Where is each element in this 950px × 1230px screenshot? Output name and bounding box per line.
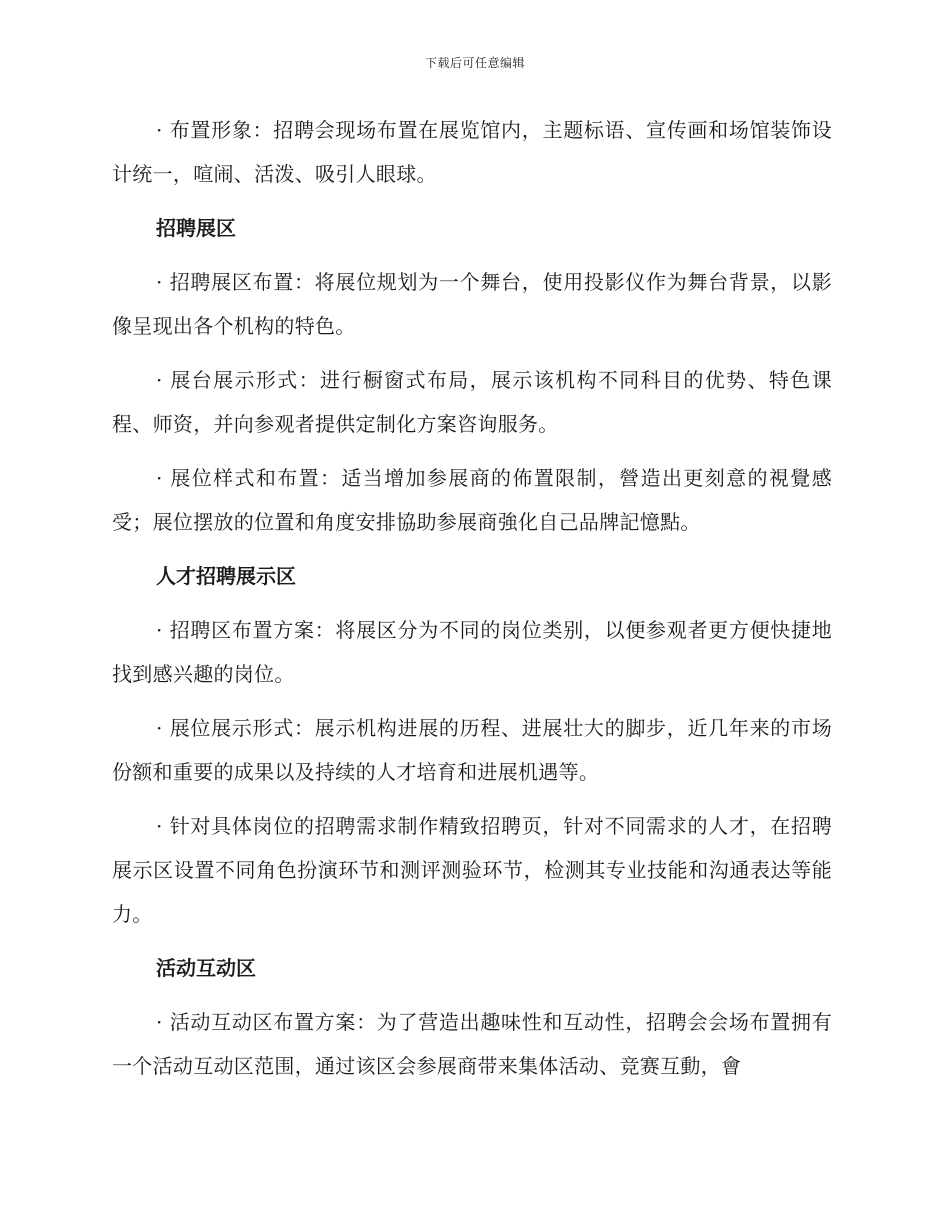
document-body xyxy=(112,108,832,1098)
paragraph-booth-showcase: · 展位展示形式：展示机构进展的历程、进展壮大的脚步，近几年来的市场份额和重要的成果以及持续的人才培育和进展机遇等。 xyxy=(112,716,832,784)
paragraph-job-specific-pages: · 针对具体岗位的招聘需求制作精致招聘页，针对不同需求的人才，在招聘展示区设置不同角色扮演环节和测评测验环节，检测其专业技能和沟通表达等能力。 xyxy=(112,814,832,926)
paragraph-activity-area-plan: · 活动互动区布置方案：为了营造出趣味性和互动性，招聘会会场布置拥有一个活动互动区范围，通过该区会参展商带来集体活动、竞赛互動，會 xyxy=(112,1010,832,1078)
paragraph-booth-display-form: · 展台展示形式：进行橱窗式布局，展示该机构不同科目的优势、特色课程、师资，并向参观者提供定制化方案咨询服务。 xyxy=(112,368,832,436)
section-heading-recruitment-exhibition: 招聘展区 xyxy=(156,216,236,240)
section-heading-activity-interaction: 活动互动区 xyxy=(156,956,256,980)
paragraph-booth-style: · 展位样式和布置：适当增加参展商的佈置限制，營造出更刻意的視覺感受；展位摆放的位置和角度安排協助参展商強化自己品牌記憶點。 xyxy=(112,466,832,534)
paragraph-layout-image: · 布置形象：招聘会现场布置在展览馆内，主题标语、宣传画和场馆装饰设计统一，喧闹、活泼、吸引人眼球。 xyxy=(112,118,832,186)
page-header: 下载后可任意编辑 xyxy=(424,56,525,70)
section-heading-talent-display: 人才招聘展示区 xyxy=(156,564,296,588)
paragraph-recruitment-area-plan: · 招聘区布置方案：将展区分为不同的岗位类别，以便参观者更方便快捷地找到感兴趣的岗位。 xyxy=(112,618,832,686)
paragraph-exhibition-layout: · 招聘展区布置：将展位规划为一个舞台，使用投影仪作为舞台背景，以影像呈现出各个机构的特色。 xyxy=(112,270,832,338)
